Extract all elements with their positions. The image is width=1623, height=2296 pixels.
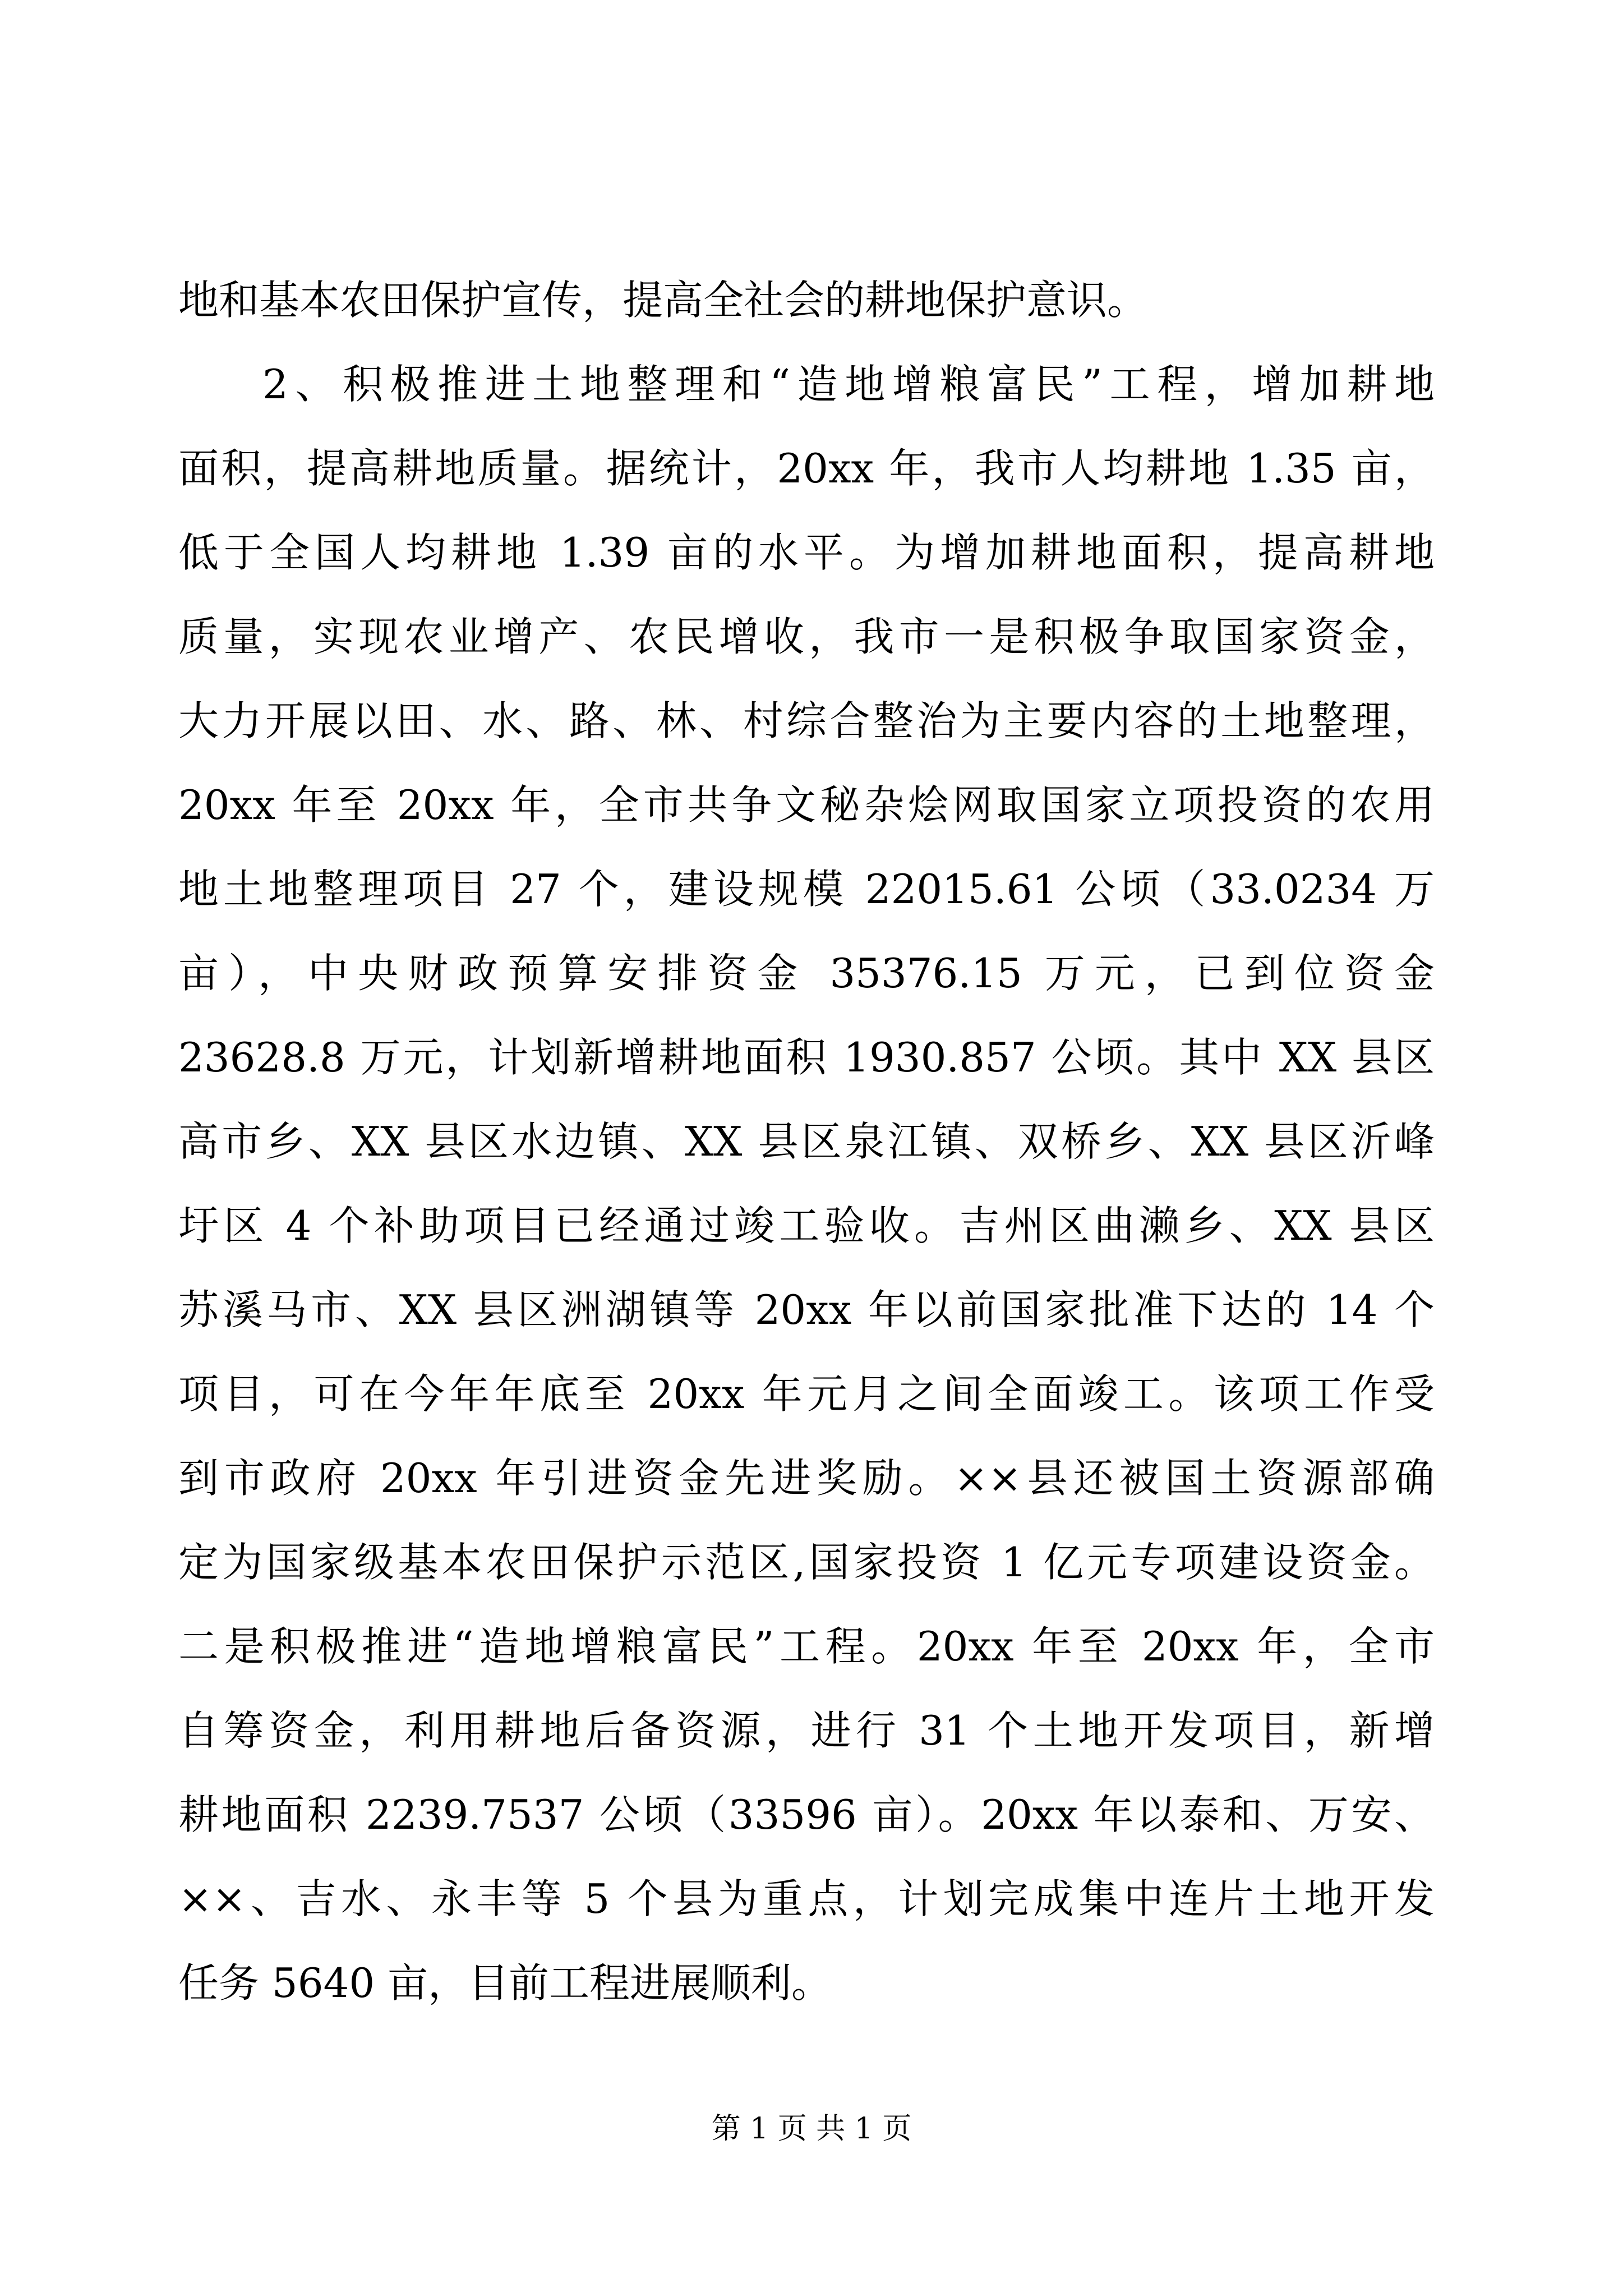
text-line: 自筹资金，利用耕地后备资源，进行 31 个土地开发项目，新增 [178,1707,1435,1754]
text-line: 定为国家级基本农田保护示范区,国家投资 1 亿元专项建设资金。 [178,1539,1435,1586]
page-number-label: 第 1 页 共 1 页 [711,2112,912,2146]
text-line: 地和基本农田保护宣传，提高全社会的耕地保护意识。 [178,277,1148,324]
text-line: 任务 5640 亩，目前工程进展顺利。 [178,1959,832,2007]
document-body [178,258,1435,2025]
text-line: 低于全国人均耕地 1.39 亩的水平。为增加耕地面积，提高耕地 [178,529,1435,576]
text-line: 高市乡、XX 县区水边镇、XX 县区泉江镇、双桥乡、XX 县区沂峰 [178,1118,1435,1165]
text-line: 23628.8 万元，计划新增耕地面积 1930.857 公顷。其中 XX 县区 [178,1034,1435,1081]
text-line: 苏溪马市、XX 县区洲湖镇等 20xx 年以前国家批准下达的 14 个 [178,1286,1435,1333]
text-line: 到市政府 20xx 年引进资金先进奖励。××县还被国土资源部确 [178,1455,1435,1502]
text-line: 地土地整理项目 27 个，建设规模 22015.61 公顷（33.0234 万 [178,866,1435,913]
text-line: 亩），中央财政预算安排资金 35376.15 万元，已到位资金 [178,950,1435,997]
text-line: 耕地面积 2239.7537 公顷（33596 亩）。20xx 年以泰和、万安、 [178,1791,1435,1838]
text-line: 2、积极推进土地整理和“造地增粮富民”工程，增加耕地 [262,361,1435,408]
text-line: 20xx 年至 20xx 年，全市共争文秘杂烩网取国家立项投资的农用 [178,781,1435,829]
text-line: 项目，可在今年年底至 20xx 年元月之间全面竣工。该项工作受 [178,1370,1435,1418]
text-line: ××、吉水、永丰等 5 个县为重点，计划完成集中连片土地开发 [178,1875,1435,1922]
text-line: 面积，提高耕地质量。据统计，20xx 年，我市人均耕地 1.35 亩， [178,445,1435,492]
text-line: 质量，实现农业增产、农民增收，我市一是积极争取国家资金， [178,613,1435,660]
text-line: 圩区 4 个补助项目已经通过竣工验收。吉州区曲濑乡、XX 县区 [178,1202,1435,1249]
page-footer [0,2109,1623,2148]
text-line: 二是积极推进“造地增粮富民”工程。20xx 年至 20xx 年，全市 [178,1623,1435,1670]
text-line: 大力开展以田、水、路、林、村综合整治为主要内容的土地整理， [178,697,1435,744]
